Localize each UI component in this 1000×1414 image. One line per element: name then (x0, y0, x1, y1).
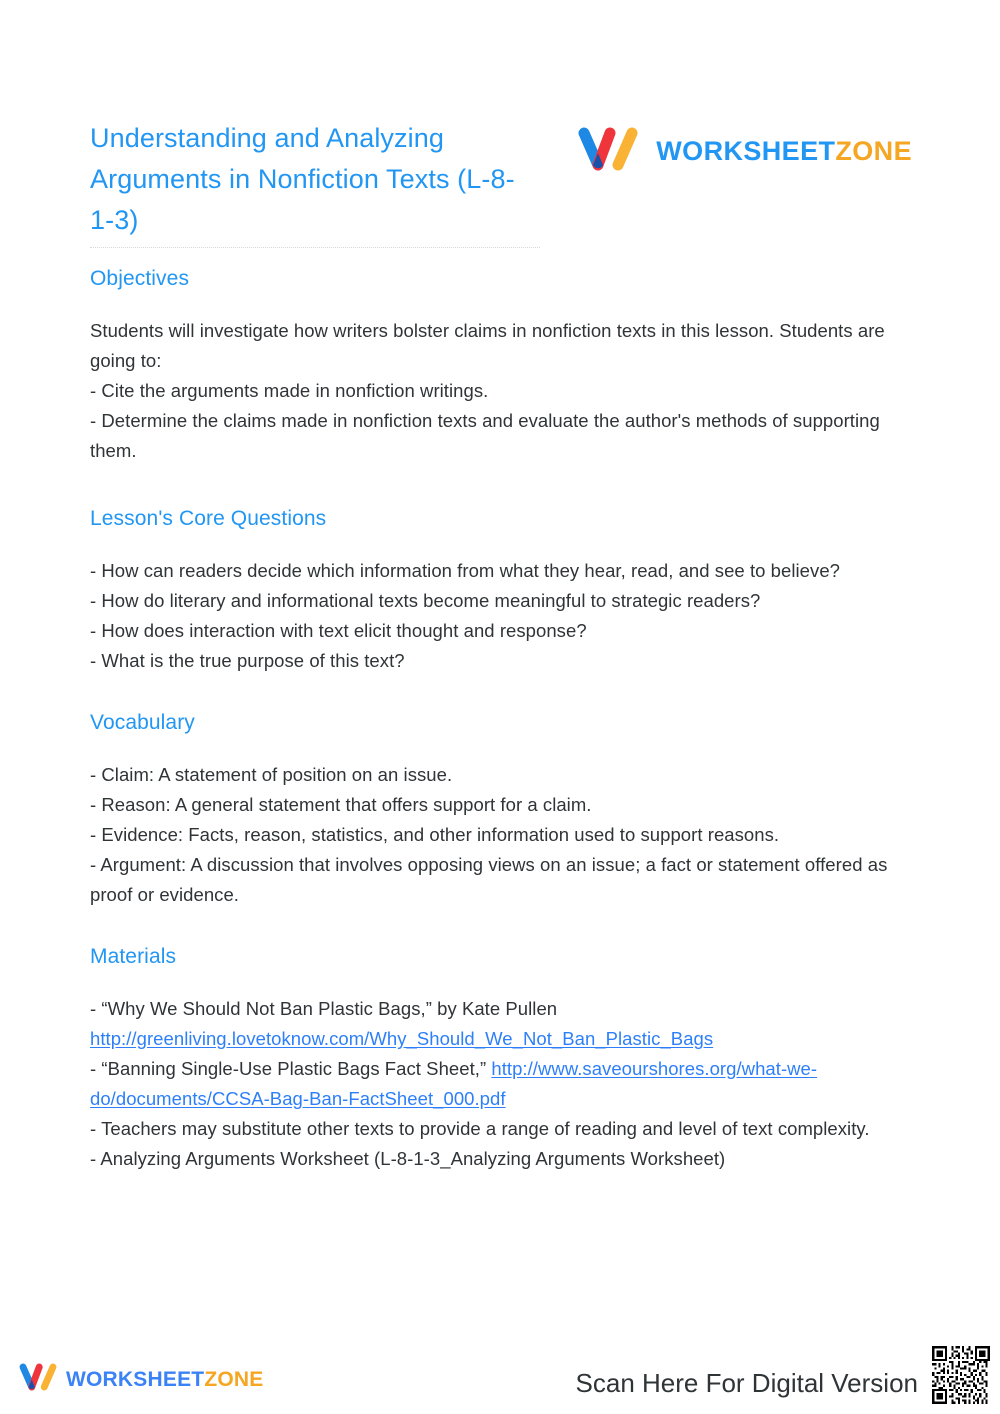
vocabulary-item-1: - Claim: A statement of position on an issue. (90, 764, 453, 785)
page-title: Understanding and Analyzing Arguments in Nonfiction Texts (L-8-1-3) (90, 123, 515, 235)
vocabulary-item-3: - Evidence: Facts, reason, statistics, and other information used to support reasons. (90, 824, 780, 845)
core-question-2: - How do literary and informational texts become meaningful to strategic readers? (90, 590, 761, 611)
section-spacer (90, 466, 898, 504)
objectives-item-2: - Determine the claims made in nonfiction texts and evaluate the author's methods of supporting them. (90, 410, 880, 461)
section-spacer (90, 676, 898, 708)
worksheet-zone-w-logo-icon (576, 126, 640, 177)
section-body-core-questions (90, 556, 898, 676)
scan-here-label: Scan Here For Digital Version (575, 1368, 918, 1399)
qr-code-icon[interactable] (930, 1344, 992, 1406)
materials-item-3: - Teachers may substitute other texts to provide a range of reading and level of text complexity. (90, 1118, 870, 1139)
core-question-1: - How can readers decide which information from what they hear, read, and see to believe? (90, 560, 840, 581)
section-core-questions (90, 504, 898, 676)
materials-link-1-wrap (90, 1024, 898, 1054)
section-body-vocabulary (90, 760, 898, 910)
brand-logo-footer (18, 1361, 263, 1398)
section-materials (90, 942, 898, 1174)
page-header (90, 118, 912, 248)
section-heading-materials: Materials (90, 945, 177, 968)
brand-wordmark-footer-primary: WORKSHEET (66, 1368, 205, 1391)
materials-item-2-text: - “Banning Single-Use Plastic Bags Fact Sheet,” (90, 1058, 492, 1079)
worksheet-zone-w-logo-icon (18, 1361, 58, 1398)
materials-item-2 (90, 1054, 898, 1114)
materials-item-4: - Analyzing Arguments Worksheet (L-8-1-3_Analyzing Arguments Worksheet) (90, 1148, 726, 1169)
section-spacer (90, 910, 898, 942)
title-divider (90, 247, 540, 248)
brand-logo-header (576, 126, 912, 177)
core-question-3: - How does interaction with text elicit thought and response? (90, 620, 587, 641)
brand-wordmark (656, 138, 912, 165)
brand-wordmark-footer (66, 1369, 263, 1390)
brand-wordmark-footer-secondary: ZONE (204, 1368, 264, 1391)
vocabulary-item-2: - Reason: A general statement that offers support for a claim. (90, 794, 592, 815)
core-question-4: - What is the true purpose of this text? (90, 650, 405, 671)
materials-link-1[interactable]: http://greenliving.lovetoknow.com/Why_Should_We_Not_Ban_Plastic_Bags (90, 1028, 714, 1049)
worksheet-content (90, 264, 898, 1174)
brand-wordmark-secondary: ZONE (835, 136, 912, 166)
page-footer (0, 1328, 1000, 1414)
brand-wordmark-primary: WORKSHEET (656, 136, 836, 166)
section-body-materials (90, 994, 898, 1174)
section-heading-objectives: Objectives (90, 267, 190, 290)
objectives-intro: Students will investigate how writers bolster claims in nonfiction texts in this lesson. Students are going to: (90, 320, 885, 371)
materials-link-2[interactable]: http://www.saveourshores.org/what-we-do/documents/CCSA-Bag-Ban-FactSheet_000.pdf (90, 1058, 818, 1109)
section-heading-core-questions: Lesson's Core Questions (90, 507, 327, 530)
vocabulary-item-4: - Argument: A discussion that involves opposing views on an issue; a fact or statement offered as proof or evidence. (90, 854, 888, 905)
section-body-objectives (90, 316, 898, 466)
section-vocabulary (90, 708, 898, 910)
objectives-item-1: - Cite the arguments made in nonfiction writings. (90, 380, 489, 401)
section-objectives (90, 264, 898, 466)
section-heading-vocabulary: Vocabulary (90, 711, 195, 734)
materials-item-1: - “Why We Should Not Ban Plastic Bags,” by Kate Pullen (90, 998, 558, 1019)
